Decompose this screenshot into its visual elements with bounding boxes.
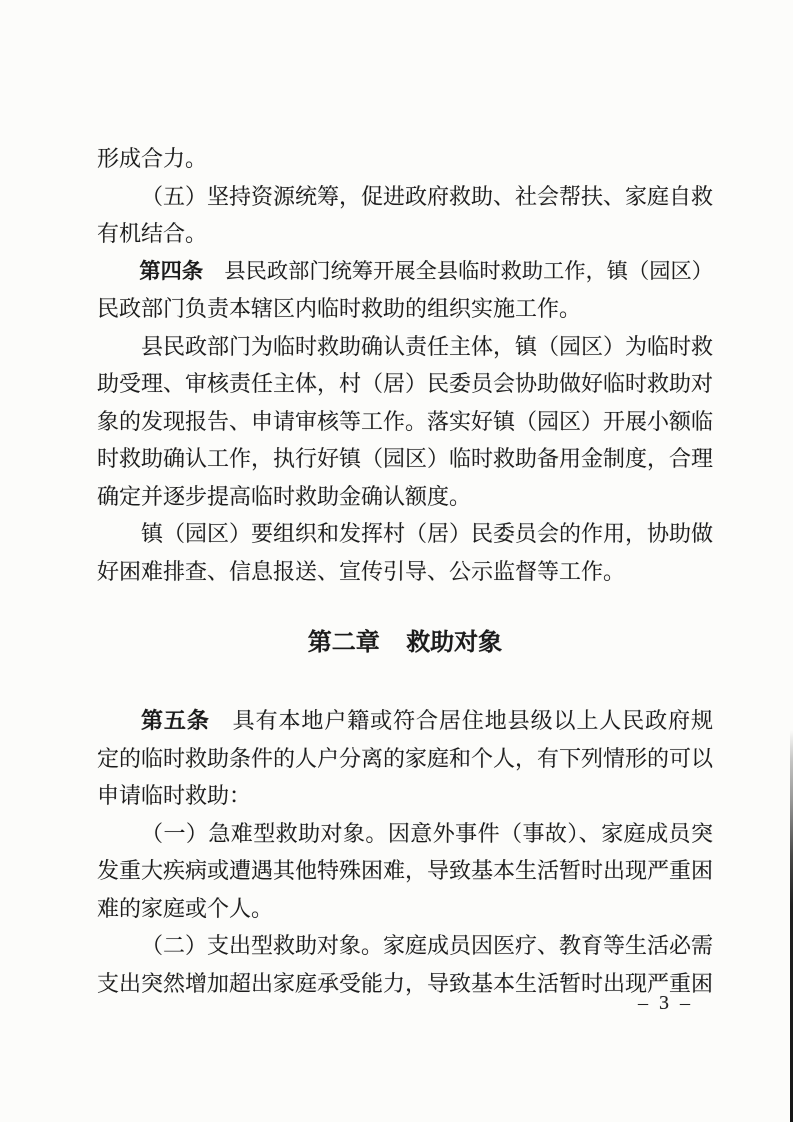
line-text: 县民政部门统筹开展全县临时救助工作，镇（园区） (203, 258, 713, 283)
chapter-number: 第二章 (307, 629, 380, 656)
doc-line: 确定并逐步提高临时救助金确认额度。 (97, 483, 472, 509)
article-number-label: 第五条 (141, 708, 210, 733)
doc-text-block-lower (97, 702, 713, 1002)
doc-line: （五）坚持资源统筹，促进政府救助、社会帮扶、家庭自救 (141, 183, 714, 209)
doc-line: 镇（园区）要组织和发挥村（居）民委员会的作用，协助做 (141, 521, 714, 546)
doc-line: 形成合力。 (97, 146, 208, 171)
doc-line (97, 253, 713, 291)
doc-line: （二）支出型救助对象。家庭成员因医疗、教育等生活必需 (141, 933, 714, 958)
line-text: 具有本地户籍或符合居住地县级以上人民政府规 (209, 708, 713, 733)
doc-text-block-upper (97, 140, 713, 590)
doc-line: 发重大疾病或遭遇其他特殊困难，导致基本生活暂时出现严重困 (97, 858, 714, 883)
doc-line: 县民政部门为临时救助确认责任主体，镇（园区）为临时救 (141, 333, 714, 359)
doc-line: 支出突然增加超出家庭承受能力，导致基本生活暂时出现严重困 (97, 970, 714, 996)
doc-line: 时救助确认工作，执行好镇（园区）临时救助备用金制度，合理 (97, 446, 714, 471)
doc-line (97, 702, 713, 740)
chapter-heading (97, 624, 713, 662)
chapter-title: 救助对象 (406, 629, 503, 656)
doc-line: 好困难排查、信息报送、宣传引导、公示监督等工作。 (97, 558, 626, 584)
doc-line: 助受理、审核责任主体，村（居）民委员会协助做好临时救助对 (97, 371, 714, 396)
doc-line: （一）急难型救助对象。因意外事件（事故）、家庭成员突 (141, 820, 713, 846)
doc-line: 难的家庭或个人。 (97, 895, 274, 921)
doc-line: 民政部门负责本辖区内临时救助的组织实施工作。 (97, 296, 582, 321)
doc-line: 象的发现报告、申请审核等工作。落实好镇（园区）开展小额临 (97, 408, 714, 434)
page-number: – 3 – (638, 992, 693, 1014)
doc-line: 定的临时救助条件的人户分离的家庭和个人，有下列情形的可以 (97, 745, 714, 771)
doc-line: 有机结合。 (97, 221, 208, 246)
article-number-label: 第四条 (139, 259, 204, 283)
doc-line: 申请临时救助： (97, 783, 252, 808)
